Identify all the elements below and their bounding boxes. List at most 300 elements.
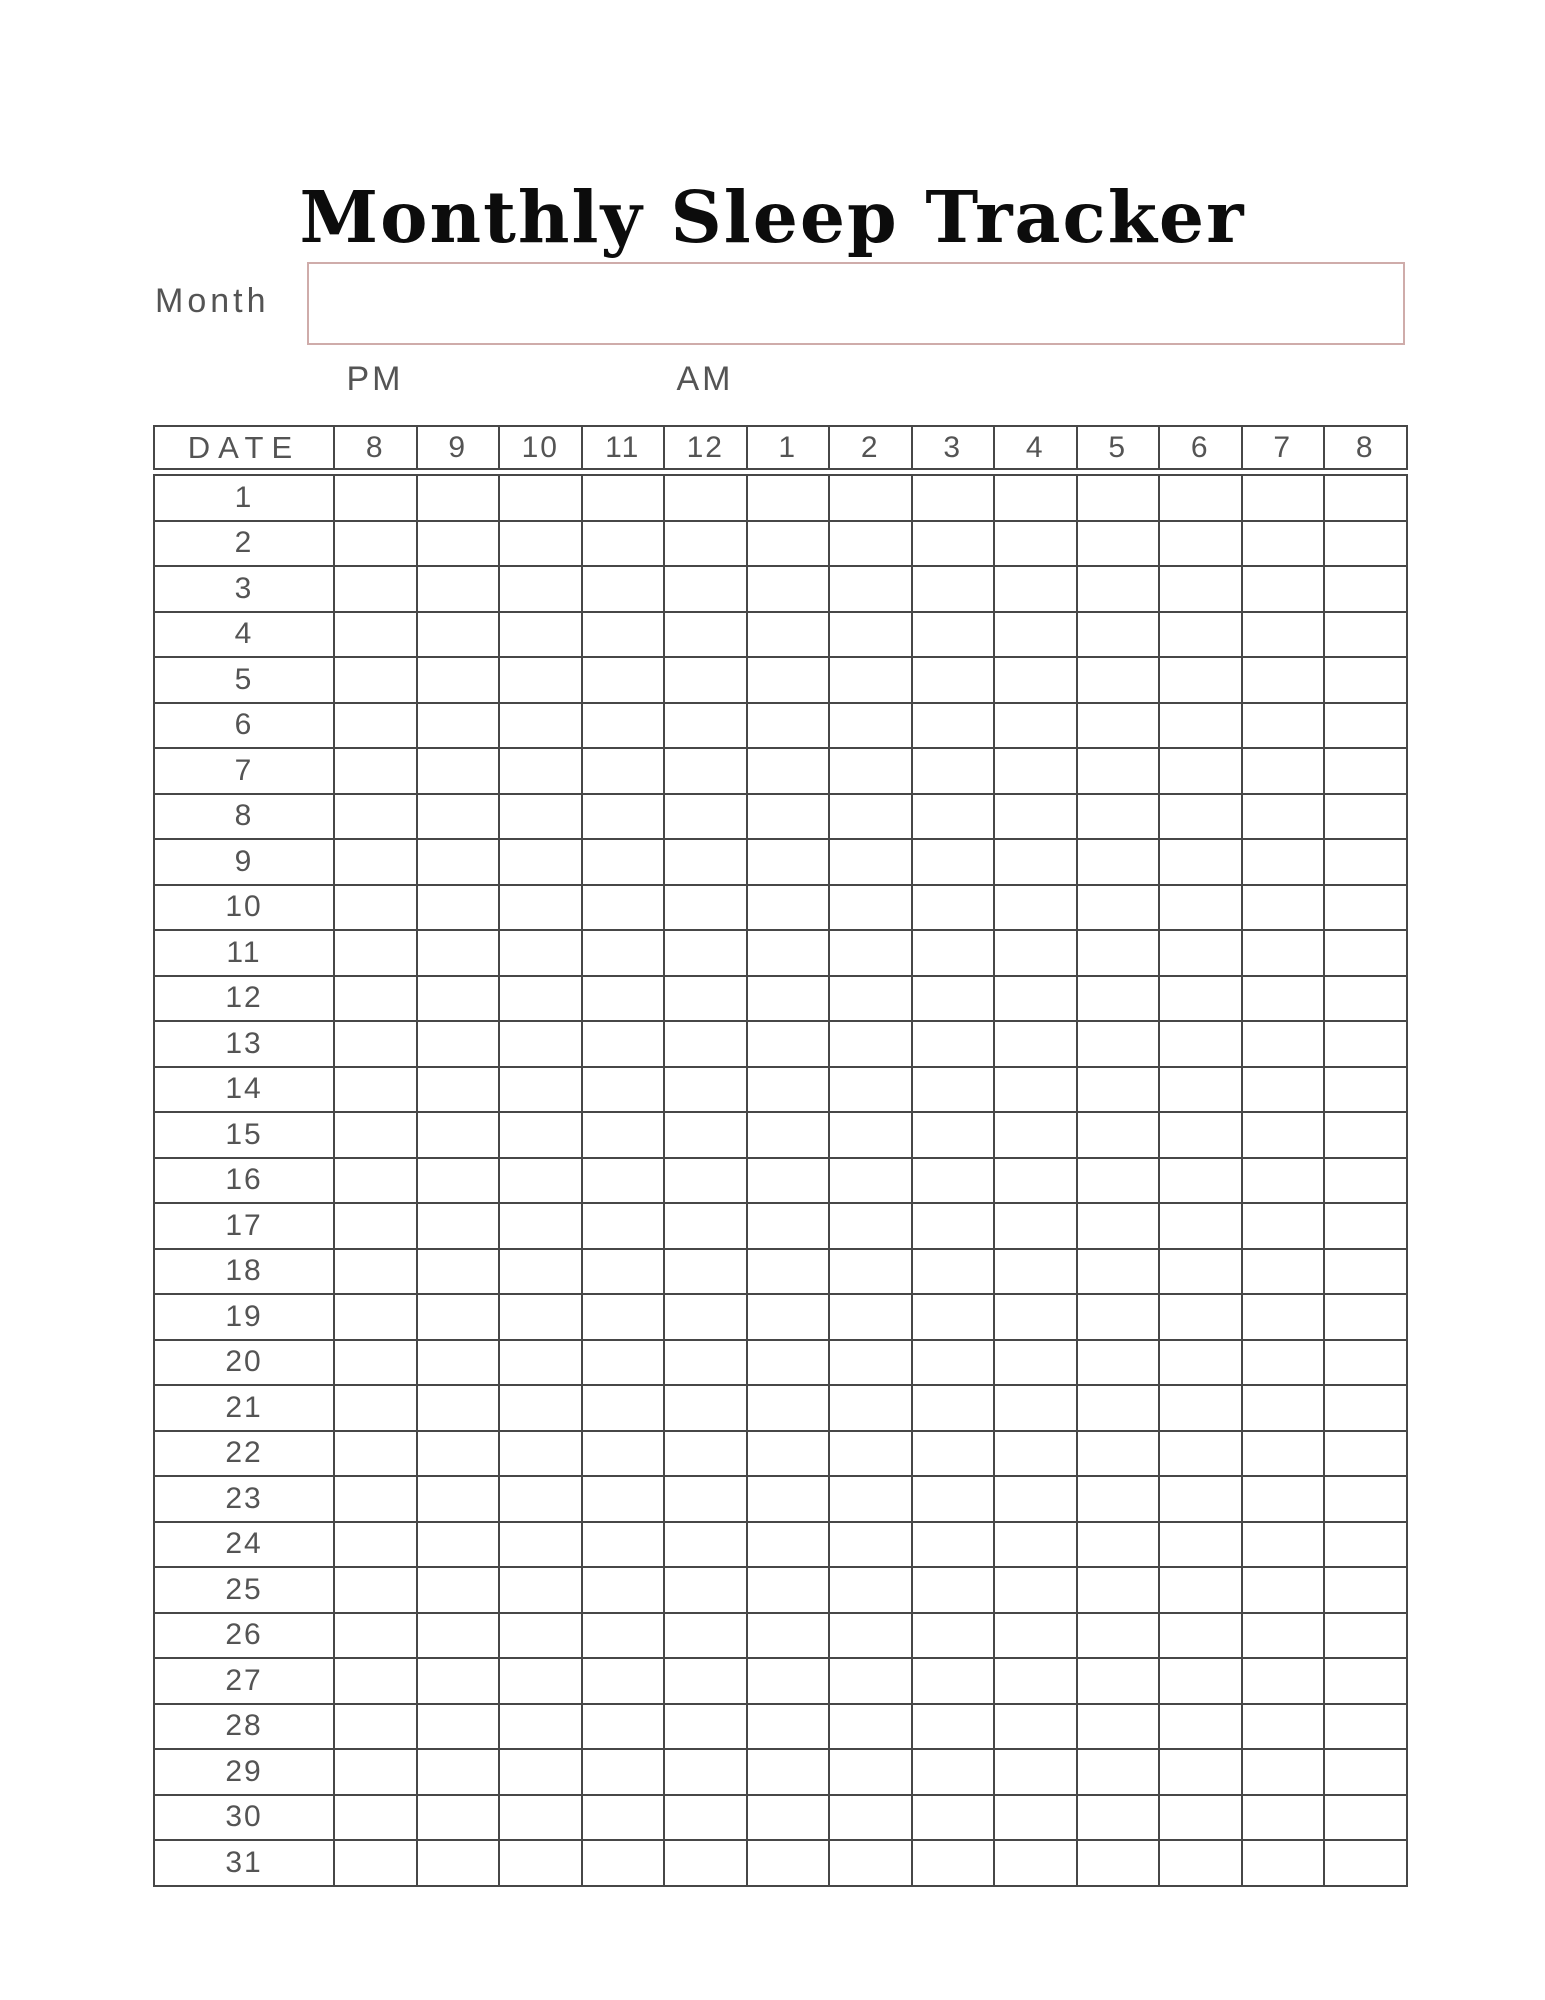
sleep-hour-cell[interactable] bbox=[994, 839, 1077, 885]
sleep-hour-cell[interactable] bbox=[829, 1704, 912, 1750]
sleep-hour-cell[interactable] bbox=[912, 1522, 995, 1568]
sleep-hour-cell[interactable] bbox=[334, 1476, 417, 1522]
sleep-hour-cell[interactable] bbox=[334, 521, 417, 567]
sleep-hour-cell[interactable] bbox=[994, 1340, 1077, 1386]
sleep-hour-cell[interactable] bbox=[1159, 1795, 1242, 1841]
sleep-hour-cell[interactable] bbox=[747, 1431, 830, 1477]
sleep-hour-cell[interactable] bbox=[747, 1158, 830, 1204]
sleep-hour-cell[interactable] bbox=[417, 1249, 500, 1295]
sleep-hour-cell[interactable] bbox=[1077, 930, 1160, 976]
sleep-hour-cell[interactable] bbox=[499, 1021, 582, 1067]
sleep-hour-cell[interactable] bbox=[1324, 885, 1407, 931]
sleep-hour-cell[interactable] bbox=[664, 521, 747, 567]
sleep-hour-cell[interactable] bbox=[1077, 703, 1160, 749]
sleep-hour-cell[interactable] bbox=[1077, 1840, 1160, 1886]
sleep-hour-cell[interactable] bbox=[334, 612, 417, 658]
sleep-hour-cell[interactable] bbox=[912, 1385, 995, 1431]
sleep-hour-cell[interactable] bbox=[829, 748, 912, 794]
sleep-hour-cell[interactable] bbox=[582, 794, 665, 840]
sleep-hour-cell[interactable] bbox=[747, 1840, 830, 1886]
sleep-hour-cell[interactable] bbox=[994, 1476, 1077, 1522]
sleep-hour-cell[interactable] bbox=[582, 839, 665, 885]
sleep-hour-cell[interactable] bbox=[1077, 1431, 1160, 1477]
sleep-hour-cell[interactable] bbox=[1324, 930, 1407, 976]
sleep-hour-cell[interactable] bbox=[912, 1340, 995, 1386]
sleep-hour-cell[interactable] bbox=[1242, 1021, 1325, 1067]
sleep-hour-cell[interactable] bbox=[1324, 1658, 1407, 1704]
sleep-hour-cell[interactable] bbox=[1324, 1567, 1407, 1613]
sleep-hour-cell[interactable] bbox=[582, 1340, 665, 1386]
sleep-hour-cell[interactable] bbox=[994, 748, 1077, 794]
sleep-hour-cell[interactable] bbox=[664, 1021, 747, 1067]
sleep-hour-cell[interactable] bbox=[664, 1522, 747, 1568]
sleep-hour-cell[interactable] bbox=[994, 1749, 1077, 1795]
sleep-hour-cell[interactable] bbox=[1242, 1613, 1325, 1659]
sleep-hour-cell[interactable] bbox=[747, 1112, 830, 1158]
sleep-hour-cell[interactable] bbox=[1242, 521, 1325, 567]
sleep-hour-cell[interactable] bbox=[829, 1203, 912, 1249]
sleep-hour-cell[interactable] bbox=[912, 1431, 995, 1477]
sleep-hour-cell[interactable] bbox=[747, 794, 830, 840]
sleep-hour-cell[interactable] bbox=[1242, 1476, 1325, 1522]
sleep-hour-cell[interactable] bbox=[334, 1704, 417, 1750]
sleep-hour-cell[interactable] bbox=[1324, 839, 1407, 885]
sleep-hour-cell[interactable] bbox=[1159, 1658, 1242, 1704]
sleep-hour-cell[interactable] bbox=[747, 1385, 830, 1431]
sleep-hour-cell[interactable] bbox=[1242, 1158, 1325, 1204]
sleep-hour-cell[interactable] bbox=[334, 930, 417, 976]
sleep-hour-cell[interactable] bbox=[334, 748, 417, 794]
sleep-hour-cell[interactable] bbox=[1324, 794, 1407, 840]
sleep-hour-cell[interactable] bbox=[1242, 475, 1325, 521]
sleep-hour-cell[interactable] bbox=[912, 794, 995, 840]
sleep-hour-cell[interactable] bbox=[664, 1294, 747, 1340]
sleep-hour-cell[interactable] bbox=[499, 930, 582, 976]
sleep-hour-cell[interactable] bbox=[829, 885, 912, 931]
sleep-hour-cell[interactable] bbox=[1324, 1749, 1407, 1795]
sleep-hour-cell[interactable] bbox=[1324, 1840, 1407, 1886]
sleep-hour-cell[interactable] bbox=[417, 1749, 500, 1795]
sleep-hour-cell[interactable] bbox=[1159, 748, 1242, 794]
sleep-hour-cell[interactable] bbox=[1159, 1613, 1242, 1659]
sleep-hour-cell[interactable] bbox=[334, 1112, 417, 1158]
sleep-hour-cell[interactable] bbox=[582, 1840, 665, 1886]
sleep-hour-cell[interactable] bbox=[499, 1795, 582, 1841]
sleep-hour-cell[interactable] bbox=[912, 1203, 995, 1249]
sleep-hour-cell[interactable] bbox=[334, 839, 417, 885]
sleep-hour-cell[interactable] bbox=[994, 1385, 1077, 1431]
sleep-hour-cell[interactable] bbox=[664, 703, 747, 749]
sleep-hour-cell[interactable] bbox=[912, 1021, 995, 1067]
sleep-hour-cell[interactable] bbox=[1242, 885, 1325, 931]
sleep-hour-cell[interactable] bbox=[1242, 1385, 1325, 1431]
sleep-hour-cell[interactable] bbox=[499, 1704, 582, 1750]
sleep-hour-cell[interactable] bbox=[829, 657, 912, 703]
sleep-hour-cell[interactable] bbox=[912, 657, 995, 703]
sleep-hour-cell[interactable] bbox=[829, 1613, 912, 1659]
sleep-hour-cell[interactable] bbox=[499, 1840, 582, 1886]
sleep-hour-cell[interactable] bbox=[747, 976, 830, 1022]
sleep-hour-cell[interactable] bbox=[829, 1385, 912, 1431]
sleep-hour-cell[interactable] bbox=[829, 475, 912, 521]
sleep-hour-cell[interactable] bbox=[747, 1795, 830, 1841]
sleep-hour-cell[interactable] bbox=[499, 1340, 582, 1386]
sleep-hour-cell[interactable] bbox=[1159, 703, 1242, 749]
sleep-hour-cell[interactable] bbox=[994, 1522, 1077, 1568]
sleep-hour-cell[interactable] bbox=[1324, 566, 1407, 612]
sleep-hour-cell[interactable] bbox=[829, 1476, 912, 1522]
sleep-hour-cell[interactable] bbox=[1159, 930, 1242, 976]
sleep-hour-cell[interactable] bbox=[1242, 612, 1325, 658]
sleep-hour-cell[interactable] bbox=[994, 976, 1077, 1022]
sleep-hour-cell[interactable] bbox=[1324, 1294, 1407, 1340]
sleep-hour-cell[interactable] bbox=[994, 566, 1077, 612]
sleep-hour-cell[interactable] bbox=[747, 839, 830, 885]
sleep-hour-cell[interactable] bbox=[499, 748, 582, 794]
sleep-hour-cell[interactable] bbox=[829, 1431, 912, 1477]
sleep-hour-cell[interactable] bbox=[417, 1021, 500, 1067]
sleep-hour-cell[interactable] bbox=[499, 475, 582, 521]
sleep-hour-cell[interactable] bbox=[994, 1658, 1077, 1704]
sleep-hour-cell[interactable] bbox=[994, 1067, 1077, 1113]
sleep-hour-cell[interactable] bbox=[912, 703, 995, 749]
sleep-hour-cell[interactable] bbox=[417, 1340, 500, 1386]
sleep-hour-cell[interactable] bbox=[829, 1340, 912, 1386]
sleep-hour-cell[interactable] bbox=[1242, 1795, 1325, 1841]
sleep-hour-cell[interactable] bbox=[912, 885, 995, 931]
sleep-hour-cell[interactable] bbox=[334, 885, 417, 931]
sleep-hour-cell[interactable] bbox=[1324, 1385, 1407, 1431]
sleep-hour-cell[interactable] bbox=[912, 1613, 995, 1659]
sleep-hour-cell[interactable] bbox=[499, 1294, 582, 1340]
sleep-hour-cell[interactable] bbox=[1159, 1840, 1242, 1886]
sleep-hour-cell[interactable] bbox=[1242, 1067, 1325, 1113]
sleep-hour-cell[interactable] bbox=[1242, 1840, 1325, 1886]
sleep-hour-cell[interactable] bbox=[582, 976, 665, 1022]
sleep-hour-cell[interactable] bbox=[582, 1021, 665, 1067]
sleep-hour-cell[interactable] bbox=[1159, 1385, 1242, 1431]
sleep-hour-cell[interactable] bbox=[912, 930, 995, 976]
sleep-hour-cell[interactable] bbox=[334, 1158, 417, 1204]
sleep-hour-cell[interactable] bbox=[829, 1795, 912, 1841]
sleep-hour-cell[interactable] bbox=[1159, 1522, 1242, 1568]
sleep-hour-cell[interactable] bbox=[1242, 1567, 1325, 1613]
sleep-hour-cell[interactable] bbox=[1077, 1658, 1160, 1704]
sleep-hour-cell[interactable] bbox=[1242, 1431, 1325, 1477]
sleep-hour-cell[interactable] bbox=[664, 1158, 747, 1204]
sleep-hour-cell[interactable] bbox=[1324, 1067, 1407, 1113]
sleep-hour-cell[interactable] bbox=[664, 1749, 747, 1795]
sleep-hour-cell[interactable] bbox=[664, 475, 747, 521]
sleep-hour-cell[interactable] bbox=[1159, 1340, 1242, 1386]
sleep-hour-cell[interactable] bbox=[1159, 885, 1242, 931]
sleep-hour-cell[interactable] bbox=[582, 1067, 665, 1113]
sleep-hour-cell[interactable] bbox=[912, 1658, 995, 1704]
sleep-hour-cell[interactable] bbox=[499, 1067, 582, 1113]
sleep-hour-cell[interactable] bbox=[912, 748, 995, 794]
sleep-hour-cell[interactable] bbox=[912, 1749, 995, 1795]
sleep-hour-cell[interactable] bbox=[747, 1340, 830, 1386]
sleep-hour-cell[interactable] bbox=[417, 1476, 500, 1522]
sleep-hour-cell[interactable] bbox=[664, 1567, 747, 1613]
sleep-hour-cell[interactable] bbox=[1159, 976, 1242, 1022]
sleep-hour-cell[interactable] bbox=[582, 748, 665, 794]
sleep-hour-cell[interactable] bbox=[994, 612, 1077, 658]
sleep-hour-cell[interactable] bbox=[747, 1203, 830, 1249]
sleep-hour-cell[interactable] bbox=[1324, 1158, 1407, 1204]
sleep-hour-cell[interactable] bbox=[499, 1613, 582, 1659]
sleep-hour-cell[interactable] bbox=[994, 521, 1077, 567]
sleep-hour-cell[interactable] bbox=[829, 1294, 912, 1340]
sleep-hour-cell[interactable] bbox=[829, 1567, 912, 1613]
sleep-hour-cell[interactable] bbox=[334, 794, 417, 840]
sleep-hour-cell[interactable] bbox=[1159, 794, 1242, 840]
sleep-hour-cell[interactable] bbox=[747, 703, 830, 749]
sleep-hour-cell[interactable] bbox=[582, 703, 665, 749]
sleep-hour-cell[interactable] bbox=[582, 1704, 665, 1750]
sleep-hour-cell[interactable] bbox=[499, 1385, 582, 1431]
sleep-hour-cell[interactable] bbox=[994, 1840, 1077, 1886]
sleep-hour-cell[interactable] bbox=[334, 1340, 417, 1386]
sleep-hour-cell[interactable] bbox=[1159, 566, 1242, 612]
sleep-hour-cell[interactable] bbox=[582, 1385, 665, 1431]
sleep-hour-cell[interactable] bbox=[829, 1522, 912, 1568]
sleep-hour-cell[interactable] bbox=[582, 1158, 665, 1204]
sleep-hour-cell[interactable] bbox=[1077, 748, 1160, 794]
sleep-hour-cell[interactable] bbox=[747, 885, 830, 931]
sleep-hour-cell[interactable] bbox=[499, 976, 582, 1022]
sleep-hour-cell[interactable] bbox=[582, 521, 665, 567]
sleep-hour-cell[interactable] bbox=[747, 657, 830, 703]
sleep-hour-cell[interactable] bbox=[1077, 1294, 1160, 1340]
sleep-hour-cell[interactable] bbox=[1077, 1340, 1160, 1386]
sleep-hour-cell[interactable] bbox=[582, 1112, 665, 1158]
sleep-hour-cell[interactable] bbox=[994, 1249, 1077, 1295]
sleep-hour-cell[interactable] bbox=[334, 566, 417, 612]
sleep-hour-cell[interactable] bbox=[1242, 657, 1325, 703]
sleep-hour-cell[interactable] bbox=[1077, 1021, 1160, 1067]
sleep-hour-cell[interactable] bbox=[747, 521, 830, 567]
sleep-hour-cell[interactable] bbox=[747, 1522, 830, 1568]
sleep-hour-cell[interactable] bbox=[664, 885, 747, 931]
sleep-hour-cell[interactable] bbox=[912, 1704, 995, 1750]
sleep-hour-cell[interactable] bbox=[582, 1203, 665, 1249]
sleep-hour-cell[interactable] bbox=[582, 1613, 665, 1659]
sleep-hour-cell[interactable] bbox=[417, 521, 500, 567]
sleep-hour-cell[interactable] bbox=[334, 1613, 417, 1659]
sleep-hour-cell[interactable] bbox=[582, 566, 665, 612]
sleep-hour-cell[interactable] bbox=[1077, 612, 1160, 658]
sleep-hour-cell[interactable] bbox=[417, 1658, 500, 1704]
sleep-hour-cell[interactable] bbox=[1077, 976, 1160, 1022]
sleep-hour-cell[interactable] bbox=[1324, 976, 1407, 1022]
sleep-hour-cell[interactable] bbox=[417, 1431, 500, 1477]
sleep-hour-cell[interactable] bbox=[499, 1749, 582, 1795]
sleep-hour-cell[interactable] bbox=[1159, 1476, 1242, 1522]
sleep-hour-cell[interactable] bbox=[829, 1658, 912, 1704]
sleep-hour-cell[interactable] bbox=[1324, 748, 1407, 794]
sleep-hour-cell[interactable] bbox=[1077, 1749, 1160, 1795]
sleep-hour-cell[interactable] bbox=[664, 1067, 747, 1113]
sleep-hour-cell[interactable] bbox=[912, 1795, 995, 1841]
sleep-hour-cell[interactable] bbox=[334, 1203, 417, 1249]
sleep-hour-cell[interactable] bbox=[1242, 1340, 1325, 1386]
sleep-hour-cell[interactable] bbox=[829, 976, 912, 1022]
sleep-hour-cell[interactable] bbox=[912, 976, 995, 1022]
sleep-hour-cell[interactable] bbox=[417, 1112, 500, 1158]
sleep-hour-cell[interactable] bbox=[1077, 1112, 1160, 1158]
month-input[interactable] bbox=[307, 262, 1405, 345]
sleep-hour-cell[interactable] bbox=[664, 1112, 747, 1158]
sleep-hour-cell[interactable] bbox=[664, 1385, 747, 1431]
sleep-hour-cell[interactable] bbox=[747, 1704, 830, 1750]
sleep-hour-cell[interactable] bbox=[582, 930, 665, 976]
sleep-hour-cell[interactable] bbox=[499, 1431, 582, 1477]
sleep-hour-cell[interactable] bbox=[994, 1704, 1077, 1750]
sleep-hour-cell[interactable] bbox=[912, 1158, 995, 1204]
sleep-hour-cell[interactable] bbox=[1077, 475, 1160, 521]
sleep-hour-cell[interactable] bbox=[1324, 612, 1407, 658]
sleep-hour-cell[interactable] bbox=[417, 1067, 500, 1113]
sleep-hour-cell[interactable] bbox=[1077, 1385, 1160, 1431]
sleep-hour-cell[interactable] bbox=[499, 566, 582, 612]
sleep-hour-cell[interactable] bbox=[334, 1294, 417, 1340]
sleep-hour-cell[interactable] bbox=[582, 1431, 665, 1477]
sleep-hour-cell[interactable] bbox=[829, 612, 912, 658]
sleep-hour-cell[interactable] bbox=[664, 794, 747, 840]
sleep-hour-cell[interactable] bbox=[417, 1158, 500, 1204]
sleep-hour-cell[interactable] bbox=[664, 657, 747, 703]
sleep-hour-cell[interactable] bbox=[582, 1294, 665, 1340]
sleep-hour-cell[interactable] bbox=[334, 1749, 417, 1795]
sleep-hour-cell[interactable] bbox=[1077, 1249, 1160, 1295]
sleep-hour-cell[interactable] bbox=[499, 1522, 582, 1568]
sleep-hour-cell[interactable] bbox=[1324, 657, 1407, 703]
sleep-hour-cell[interactable] bbox=[334, 1021, 417, 1067]
sleep-hour-cell[interactable] bbox=[664, 1203, 747, 1249]
sleep-hour-cell[interactable] bbox=[582, 1749, 665, 1795]
sleep-hour-cell[interactable] bbox=[334, 1567, 417, 1613]
sleep-hour-cell[interactable] bbox=[747, 1294, 830, 1340]
sleep-hour-cell[interactable] bbox=[829, 1749, 912, 1795]
sleep-hour-cell[interactable] bbox=[994, 1203, 1077, 1249]
sleep-hour-cell[interactable] bbox=[499, 1658, 582, 1704]
sleep-hour-cell[interactable] bbox=[994, 1613, 1077, 1659]
sleep-hour-cell[interactable] bbox=[1242, 1112, 1325, 1158]
sleep-hour-cell[interactable] bbox=[1324, 1112, 1407, 1158]
sleep-hour-cell[interactable] bbox=[994, 1158, 1077, 1204]
sleep-hour-cell[interactable] bbox=[499, 1249, 582, 1295]
sleep-hour-cell[interactable] bbox=[417, 1294, 500, 1340]
sleep-hour-cell[interactable] bbox=[1242, 1522, 1325, 1568]
sleep-hour-cell[interactable] bbox=[1159, 1249, 1242, 1295]
sleep-hour-cell[interactable] bbox=[1077, 1203, 1160, 1249]
sleep-hour-cell[interactable] bbox=[912, 839, 995, 885]
sleep-hour-cell[interactable] bbox=[664, 566, 747, 612]
sleep-hour-cell[interactable] bbox=[994, 1112, 1077, 1158]
sleep-hour-cell[interactable] bbox=[1324, 1431, 1407, 1477]
sleep-hour-cell[interactable] bbox=[417, 1704, 500, 1750]
sleep-hour-cell[interactable] bbox=[1242, 930, 1325, 976]
sleep-hour-cell[interactable] bbox=[334, 703, 417, 749]
sleep-hour-cell[interactable] bbox=[664, 1840, 747, 1886]
sleep-hour-cell[interactable] bbox=[912, 1567, 995, 1613]
sleep-hour-cell[interactable] bbox=[417, 475, 500, 521]
sleep-hour-cell[interactable] bbox=[664, 612, 747, 658]
sleep-hour-cell[interactable] bbox=[334, 1385, 417, 1431]
sleep-hour-cell[interactable] bbox=[747, 1658, 830, 1704]
sleep-hour-cell[interactable] bbox=[417, 703, 500, 749]
sleep-hour-cell[interactable] bbox=[1077, 1613, 1160, 1659]
sleep-hour-cell[interactable] bbox=[334, 1249, 417, 1295]
sleep-hour-cell[interactable] bbox=[417, 566, 500, 612]
sleep-hour-cell[interactable] bbox=[417, 1522, 500, 1568]
sleep-hour-cell[interactable] bbox=[829, 566, 912, 612]
sleep-hour-cell[interactable] bbox=[829, 930, 912, 976]
sleep-hour-cell[interactable] bbox=[664, 1613, 747, 1659]
sleep-hour-cell[interactable] bbox=[994, 930, 1077, 976]
sleep-hour-cell[interactable] bbox=[499, 839, 582, 885]
sleep-hour-cell[interactable] bbox=[912, 566, 995, 612]
sleep-hour-cell[interactable] bbox=[1242, 748, 1325, 794]
sleep-hour-cell[interactable] bbox=[582, 1795, 665, 1841]
sleep-hour-cell[interactable] bbox=[582, 1476, 665, 1522]
sleep-hour-cell[interactable] bbox=[1324, 1340, 1407, 1386]
sleep-hour-cell[interactable] bbox=[1077, 1567, 1160, 1613]
sleep-hour-cell[interactable] bbox=[1242, 566, 1325, 612]
sleep-hour-cell[interactable] bbox=[417, 930, 500, 976]
sleep-hour-cell[interactable] bbox=[1077, 1476, 1160, 1522]
sleep-hour-cell[interactable] bbox=[1159, 1567, 1242, 1613]
sleep-hour-cell[interactable] bbox=[1324, 1795, 1407, 1841]
sleep-hour-cell[interactable] bbox=[417, 748, 500, 794]
sleep-hour-cell[interactable] bbox=[499, 885, 582, 931]
sleep-hour-cell[interactable] bbox=[582, 885, 665, 931]
sleep-hour-cell[interactable] bbox=[499, 521, 582, 567]
sleep-hour-cell[interactable] bbox=[747, 475, 830, 521]
sleep-hour-cell[interactable] bbox=[334, 1522, 417, 1568]
sleep-hour-cell[interactable] bbox=[664, 1431, 747, 1477]
sleep-hour-cell[interactable] bbox=[747, 748, 830, 794]
sleep-hour-cell[interactable] bbox=[1077, 1158, 1160, 1204]
sleep-hour-cell[interactable] bbox=[1242, 1704, 1325, 1750]
sleep-hour-cell[interactable] bbox=[994, 1294, 1077, 1340]
sleep-hour-cell[interactable] bbox=[334, 1431, 417, 1477]
sleep-hour-cell[interactable] bbox=[994, 1021, 1077, 1067]
sleep-hour-cell[interactable] bbox=[747, 1476, 830, 1522]
sleep-hour-cell[interactable] bbox=[1324, 1476, 1407, 1522]
sleep-hour-cell[interactable] bbox=[582, 1567, 665, 1613]
sleep-hour-cell[interactable] bbox=[1242, 1203, 1325, 1249]
sleep-hour-cell[interactable] bbox=[829, 521, 912, 567]
sleep-hour-cell[interactable] bbox=[417, 794, 500, 840]
sleep-hour-cell[interactable] bbox=[1159, 1067, 1242, 1113]
sleep-hour-cell[interactable] bbox=[994, 1431, 1077, 1477]
sleep-hour-cell[interactable] bbox=[499, 657, 582, 703]
sleep-hour-cell[interactable] bbox=[499, 1112, 582, 1158]
sleep-hour-cell[interactable] bbox=[664, 1795, 747, 1841]
sleep-hour-cell[interactable] bbox=[1242, 1249, 1325, 1295]
sleep-hour-cell[interactable] bbox=[417, 612, 500, 658]
sleep-hour-cell[interactable] bbox=[664, 1340, 747, 1386]
sleep-hour-cell[interactable] bbox=[1242, 1749, 1325, 1795]
sleep-hour-cell[interactable] bbox=[499, 703, 582, 749]
sleep-hour-cell[interactable] bbox=[1159, 1158, 1242, 1204]
sleep-hour-cell[interactable] bbox=[1242, 794, 1325, 840]
sleep-hour-cell[interactable] bbox=[417, 976, 500, 1022]
sleep-hour-cell[interactable] bbox=[334, 1658, 417, 1704]
sleep-hour-cell[interactable] bbox=[1159, 1749, 1242, 1795]
